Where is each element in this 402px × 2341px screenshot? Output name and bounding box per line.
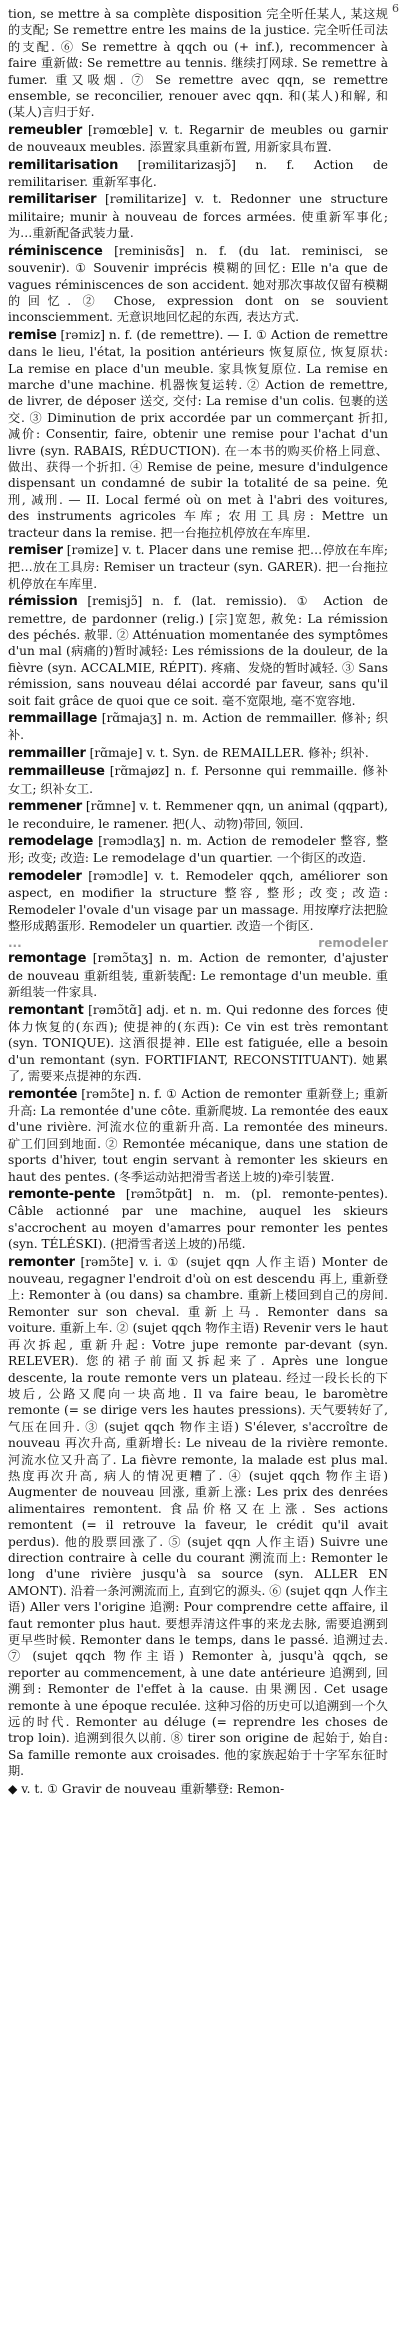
entry-definition: [rəmiz] n. f. (de remettre). — I. ① Action de remettre dans le lieu, l'état, la position antérieurs 恢复原位, 恢复原状: La remise en place d'un meuble. 家具恢复原位. La remise en marche d'une machine. 机器恢复运转. ② Action de remettre, de livrer, de déposer 送交, 交付: La remise d'un colis. 包裹的送交. ③ Diminution de prix accordée par un commerçant 折扣, 减价: Consentir, faire, obtenir une remise pour l'achat d'un livre (syn. RABAIS, RÉDUCTION). 在一本书的购买价格上同意、做出、获得一个折扣. ④ Remise de peine, mesure d'indulgence dispensant un condamné de subir la totalité de sa peine. 免刑, 减刑. — II. Local fermé où on met à l'abri des voitures, des instruments agricoles 车库; 农用工具房: Mettre un tracteur dans la remise. 把一台拖拉机停放在车库里. [8,327,389,540]
bleed-through-running-head [8,937,388,949]
entry-definition: [rəmɔ̃tpɑ̃t] n. m. (pl. remonte-pentes). Câble actionné par une machine, auquel les skieurs s'accrochent au moyen d'amarres pour remonter les pentes (syn. TÉLÉSKI). (把滑雪者送上坡的)吊缆. [8,1187,388,1252]
entry-headword: remise [8,327,57,343]
dictionary-entry [8,1002,388,1085]
entry-headword: remontée [8,1086,78,1102]
entry-headword: remodeler [8,868,82,884]
entry-definition: [rəmɔ̃taʒ] n. m. Action de remonter, d'ajuster de nouveau 重新组装, 重新装配: Le remontage d'un meuble. 重新组装一件家具. [8,951,389,1000]
entry-definition: [rəmilitarizasjɔ̃] n. f. Action de remilitariser. 重新军事化. [8,157,389,190]
entry-headword: remonter [8,1254,75,1270]
dictionary-entry [8,157,388,191]
entry-definition: [rəmilitarize] v. t. Redonner une structure militaire; munir à nouveau de forces armées. 使重新军事化; 为…重新配备武装力量. [8,192,389,241]
dictionary-entry [8,1086,388,1185]
entry-headword: remontant [8,1002,84,1018]
entry-headword: remmaillage [8,711,98,727]
entry-definition: [rəmœble] v. t. Regarnir de meubles ou garnir de nouveaux meubles. 添置家具重新布置, 用新家具布置. [8,122,388,155]
entry-definition: tion, se mettre à sa complète disposition 完全听任某人, 某这规的支配; Se remettre entre les mains de la justice. 完全听任司法的支配. ⑥ Se remettre à qqch ou (+ inf.), recommencer à faire 重新做: Se remettre au tennis. 继续打网球. Se remettre à fumer. 重又吸烟. ⑦ Se remettre avec qqn, se remettre ensemble, se reconcilier, renouer avec qqn. 和(某人)和解, 和(某人)言归于好. [8,7,388,120]
dictionary-entry [8,1254,388,1780]
entry-definition: [rɑ̃maje] v. t. Syn. de REMAILLER. 修补; 织补. [89,745,369,760]
entry-headword: remilitarisation [8,157,119,173]
dictionary-entry [8,327,388,541]
entry-definition: ◆ v. t. ① Gravir de nouveau 重新攀登: Remon- [8,1781,285,1796]
ghost-running-head-right: remodeler [318,937,388,950]
entry-definition: [rəmɔdlaʒ] n. m. Action de remodeler 整容, 整形; 改变; 改造: Le remodelage d'un quartier. 一个街区的改造. [8,833,388,866]
entry-headword: remiser [8,543,63,558]
dictionary-entry [8,191,388,241]
dictionary-entry [8,710,388,744]
entry-definition: [rəmɔ̃te] v. i. ① (sujet qqn 人作主语) Monter de nouveau, regagner l'endroit d'où on est descendu 再上, 重新登上: Remonter à (ou dans) sa chambre. 重新上楼回到自己的房间. Remonter sur son cheval. 重新上马. Remonter dans sa voiture. 重新上车. ② (sujet qqch 物作主语) Revenir vers le haut 再次拆起, 重新升起: Votre jupe remonte par-devant (syn. RELEVER). 您的裙子前面又拆起来了. Après une longue descente, la route remonte vers un plateau. 经过一段长长的下坡后, 公路又爬向一块高地. Il va faire beau, le baromètre remonte (= se dirige vers les hautes pressions). 天气要转好了, 气压在回升. ③ (sujet qqch 物作主语) S'élever, s'accroître de nouveau 再次升高, 重新增长: Le niveau de la rivière remonte. 河流水位又升高了. La fièvre remonte, la malade est plus mal. 热度再次升高, 病人的情况更糟了. ④ (sujet qqch 物作主语) Augmenter de nouveau 回涨, 重新上涨: Les prix des denrées alimentaires remontent. 食品价格又在上涨. Ses actions remontent (= il retrouve la faveur, le crédit qu'il avait perdus). 他的股票回涨了. ⑤ (sujet qqn 人作主语) Suivre une direction contraire à celle du courant 溯流而上: Remonter le long d'une rivière jusqu'à sa source (syn. ALLER EN AMONT). 沿着一条河溯流而上, 直到它的源头. ⑥ (sujet qqn 人作主语) Aller vers l'origine 追溯: Pour comprendre cette affaire, il faut remonter plus haut. 要想弄清这件事的来龙去脉, 需要追溯到更早些时候. Remonter dans le temps, dans le passé. 追溯过去. ⑦ (sujet qqch 物作主语) Remonter à, jusqu'à qqch, se reporter au commencement, à une date antérieure 追溯到, 回溯到: Remonter de l'effet à la cause. 由果溯因. Cet usage remonte à une époque reculée. 这种习俗的历史可以追溯到一个久远的时代. Remonter au déluge (= reprendre les choses de trop loin). 追溯到很久以前. ⑧ tirer son origine de 起始于, 始自: Sa famille remonte aux croisades. 他的家族起始于十字军东征时期. [8,1254,388,1779]
entry-headword: remmailleuse [8,764,105,780]
entry-definition: [rɑ̃majøz] n. f. Personne qui remmaille. 修补女工; 织补女工. [8,764,389,796]
dictionary-entry [8,6,388,121]
entry-definition: [reminisɑ̃s] n. f. (du lat. reminisci, se souvenir). ① Souvenir imprécis 模糊的回忆: Elle n'a que de vagues réminiscences de son accident. 她对那次事故仅留有模糊的回忆. ② Chose, expression dont on se souvient inconsciemment. 无意识地回忆起的东西, 表达方式. [8,243,388,325]
entry-headword: remontage [8,951,87,967]
dictionary-entry [8,798,388,832]
page-corner-mark: 6 [392,2,399,15]
entry-definition: [rɑ̃mne] v. t. Remmener qqn, un animal (qqpart), le reconduire, le ramener. 把(人、动物)带回, 领回. [8,799,389,831]
entry-headword: remmailler [8,745,86,761]
ghost-running-head-left: ... [8,937,22,950]
entry-headword: remonte-pente [8,1187,116,1203]
dictionary-entry [8,868,388,935]
entry-headword: rémission [8,594,78,610]
dictionary-entry [8,745,388,762]
dictionary-entry [8,243,388,326]
dictionary-entry [8,833,388,867]
entry-headword: remeubler [8,122,83,138]
dictionary-entry [8,1781,388,1798]
entry-headword: remmener [8,799,83,815]
entry-definition: [rəmize] v. t. Placer dans une remise 把…停放在车库; 把…放在工具房: Remiser un tracteur (syn. GARER). 把一台拖拉机停放在车库里. [8,543,389,591]
dictionary-entries [8,6,388,1799]
dictionary-entry [8,950,388,1000]
entry-headword: remilitariser [8,192,97,208]
entry-definition: [rɑ̃majaʒ] n. m. Action de remmailler. 修补; 织补. [8,711,388,743]
dictionary-entry [8,122,388,156]
entry-definition: [remisjɔ̃] n. f. (lat. remissio). ① Action de remettre, de pardonner (relig.) [宗]宽恕, 赦免: La rémission des péchés. 赦罪. ② Atténuation momentanée des symptômes d'un mal (病痛的)暂时减轻: Les rémissions de la douleur, de la fièvre (syn. ACCALMIE, RÉPIT). 疼痛、发烧的暂时减轻. ③ Sans rémission, sans nouveau délai accordé par faveur, sans qu'il soit fait grâce de quoi que ce soit. 毫不宽限地, 毫不宽容地. [8,594,389,708]
dictionary-entry [8,542,388,592]
dictionary-entry [8,1186,388,1253]
entry-definition: [rəmɔdle] v. t. Remodeler qqch, améliorer son aspect, en modifier la structure 整容, 整形; 改变; 改造: Remodeler l'ovale d'un visage par un massage. 用按摩疗法把脸整形成鹅蛋形. Remodeler un quartier. 改造一个街区. [8,868,388,933]
entry-definition: [rəmɔ̃tɑ̃] adj. et n. m. Qui redonne des forces 使体力恢复的(东西); 使提神的(东西): Ce vin est très remontant (syn. TONIQUE). 这酒很提神. Elle est fatiguée, elle a besoin d'un remontant (syn. FORTIFIANT, RECONSTITUANT). 她累了, 需要来点提神的东西. [8,1002,388,1084]
entry-definition: [rəmɔ̃te] n. f. ① Action de remonter 重新登上; 重新升高: La remontée d'une côte. 重新爬坡. La remontée des eaux d'une rivière. 河流水位的重新升高. La remontée des mineurs. 矿工们回到地面. ② Remontée mécanique, dans une station de sports d'hiver, tout engin servant à remonter les skieurs en haut des pentes. (冬季运动站把滑雪者送上坡的)牵引装置. [8,1086,388,1184]
entry-headword: réminiscence [8,243,103,259]
dictionary-entry [8,593,388,709]
dictionary-entry [8,763,388,797]
entry-headword: remodelage [8,833,94,849]
